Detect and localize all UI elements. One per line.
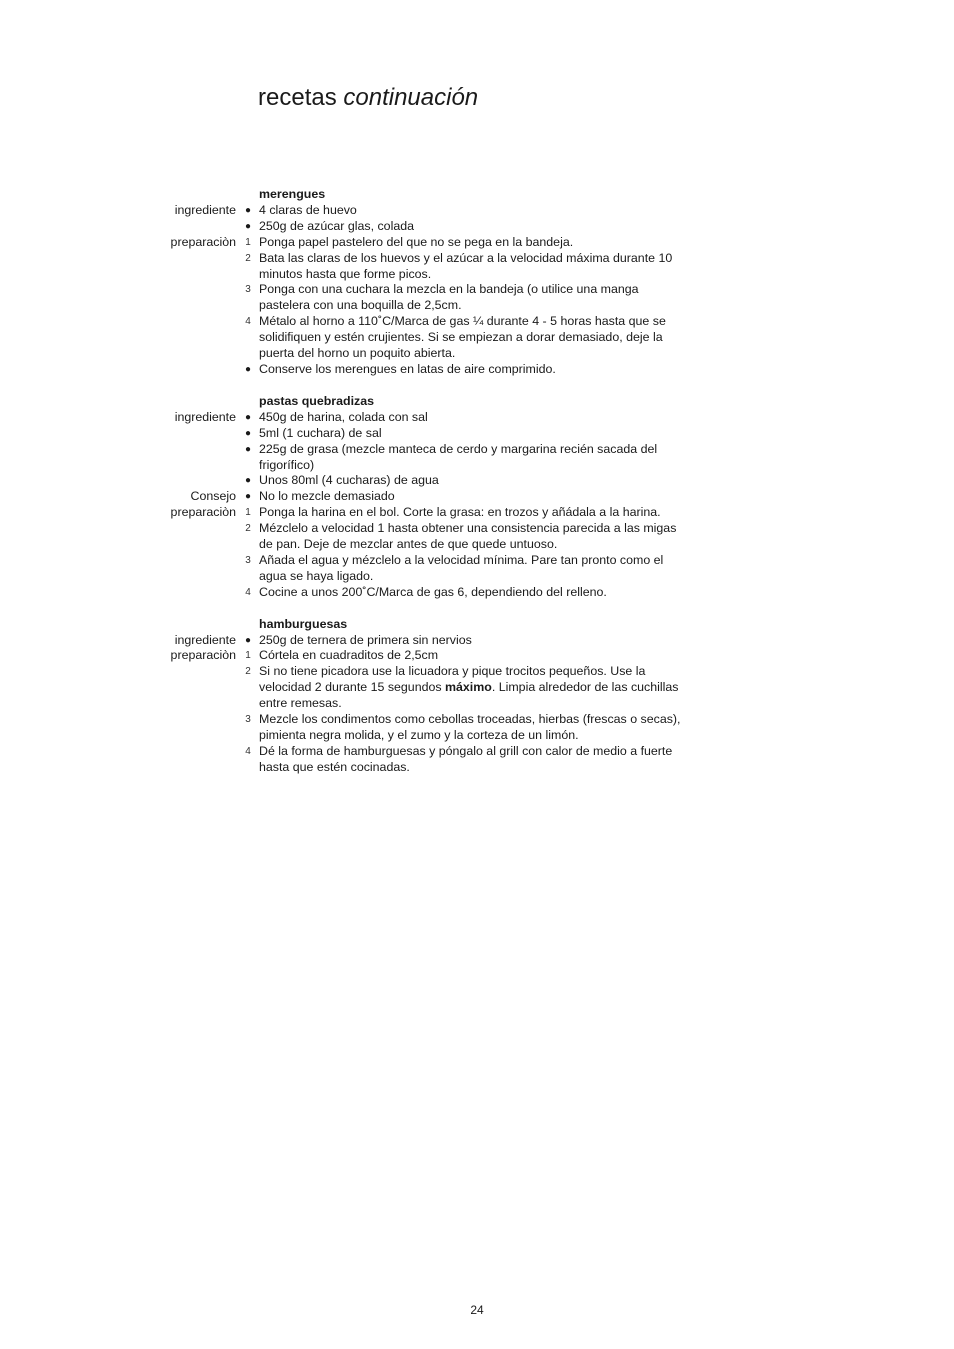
bullet-icon: ● [244, 443, 252, 455]
step-number: 4 [245, 745, 251, 757]
bullet-icon: ● [244, 475, 252, 487]
item-text: Bata las claras de los huevos y el azúcar a la velocidad máxima durante 10 minutos hasta que forme picos. [259, 250, 673, 281]
page-title [258, 84, 478, 112]
list-item [0, 203, 954, 219]
step-number: 4 [245, 586, 251, 598]
list-item [0, 744, 954, 776]
recipe-title: hamburguesas [259, 616, 348, 631]
section-label: Consejo [190, 489, 236, 504]
bullet-icon: ● [244, 427, 252, 439]
step-number: 3 [245, 554, 251, 566]
item-text: Ponga papel pastelero del que no se pega en la bandeja. [259, 234, 574, 249]
section-label: ingrediente [174, 202, 236, 217]
list-item [0, 235, 954, 251]
step-number: 4 [245, 316, 251, 328]
page-number: 24 [470, 1303, 484, 1317]
section-label: preparaciòn [170, 234, 236, 249]
item-text: 250g de azúcar glas, colada [259, 218, 414, 233]
list-item [0, 648, 954, 664]
page-title-plain: recetas [258, 84, 337, 111]
list-item [0, 314, 954, 362]
step-number: 3 [245, 714, 251, 726]
step-number: 1 [245, 650, 251, 662]
section-label: ingrediente [174, 632, 236, 647]
item-text [259, 664, 689, 712]
item-text: Unos 80ml (4 cucharas) de agua [259, 473, 439, 488]
section-label: ingrediente [174, 409, 236, 424]
item-text: No lo mezcle demasiado [259, 489, 395, 504]
list-item [0, 585, 954, 601]
list-item [0, 633, 954, 649]
item-text: 225g de grasa (mezcle manteca de cerdo y margarina recién sacada del frigorífico) [259, 441, 658, 472]
recipe-merengues [0, 187, 954, 378]
bullet-icon: ● [244, 491, 252, 503]
list-item [0, 282, 954, 314]
step-number: 2 [245, 523, 251, 535]
item-text: 5ml (1 cuchara) de sal [259, 425, 382, 440]
item-text: Ponga la harina en el bol. Corte la grasa: en trozos y añádala a la harina. [259, 505, 661, 520]
recipe-pastas-quebradizas [0, 394, 954, 601]
list-item [0, 362, 954, 378]
list-item [0, 219, 954, 235]
bullet-icon: ● [244, 634, 252, 646]
recipe-title: pastas quebradizas [259, 393, 375, 408]
item-text: Córtela en cuadraditos de 2,5cm [259, 648, 439, 663]
item-text: 4 claras de huevo [259, 202, 357, 217]
step-number: 2 [245, 252, 251, 264]
item-text: 250g de ternera de primera sin nervios [259, 632, 472, 647]
item-text: Conserve los merengues en latas de aire comprimido. [259, 361, 556, 376]
item-text-before: Si no tiene picadora use la licuadora y pique trocitos pequeños. Use la velocidad 2 durante 15 segundos [259, 664, 646, 695]
list-item [0, 426, 954, 442]
list-item [0, 505, 954, 521]
item-text-bold: máximo [445, 680, 492, 695]
step-number: 2 [245, 666, 251, 678]
recipe-hamburguesas [0, 617, 954, 776]
item-text: Mezcle los condimentos como cebollas troceadas, hierbas (frescas o secas), pimienta negra molida, y el zumo y la corteza de un limón. [259, 712, 681, 742]
step-number: 3 [245, 284, 251, 296]
section-label: preparaciòn [170, 648, 236, 663]
list-item [0, 251, 954, 283]
list-item [0, 521, 954, 553]
item-text: Mézclelo a velocidad 1 hasta obtener una consistencia parecida a las migas de pan. Deje de mezclar antes de que quede untuoso. [259, 521, 677, 552]
item-text: Métalo al horno a 110˚C/Marca de gas ¼ durante 4 - 5 horas hasta que se solidifiquen y estén crujientes. Si se empiezan a dorar demasiado, deje la puerta del horno un poquito abierta. [259, 314, 666, 361]
list-item [0, 553, 954, 585]
list-item [0, 442, 954, 474]
item-text: Añada el agua y mézclelo a la velocidad mínima. Pare tan pronto como el agua se haya ligado. [259, 552, 664, 583]
step-number: 1 [245, 507, 251, 519]
list-item [0, 410, 954, 426]
list-item [0, 664, 954, 712]
item-text: 450g de harina, colada con sal [259, 409, 428, 424]
list-item [0, 712, 954, 744]
recipe-title: merengues [259, 187, 326, 201]
recipes-content [0, 187, 954, 792]
list-item [0, 489, 954, 505]
bullet-icon: ● [244, 363, 252, 375]
item-text-after: . Limpia alrededor de las cuchillas entre remesas. [259, 680, 679, 711]
bullet-icon: ● [244, 411, 252, 423]
item-text: Dé la forma de hamburguesas y póngalo al grill con calor de medio a fuerte hasta que estén cocinadas. [259, 743, 673, 774]
bullet-icon: ● [244, 220, 252, 232]
item-text: Ponga con una cuchara la mezcla en la bandeja (o utilice una manga pastelera con una boquilla de 2,5cm. [259, 282, 639, 313]
step-number: 1 [245, 236, 251, 248]
item-text: Cocine a unos 200˚C/Marca de gas 6, dependiendo del relleno. [259, 584, 607, 599]
bullet-icon: ● [244, 204, 252, 216]
section-label: preparaciòn [170, 505, 236, 520]
page-title-italic: continuación [343, 84, 479, 111]
list-item [0, 473, 954, 489]
